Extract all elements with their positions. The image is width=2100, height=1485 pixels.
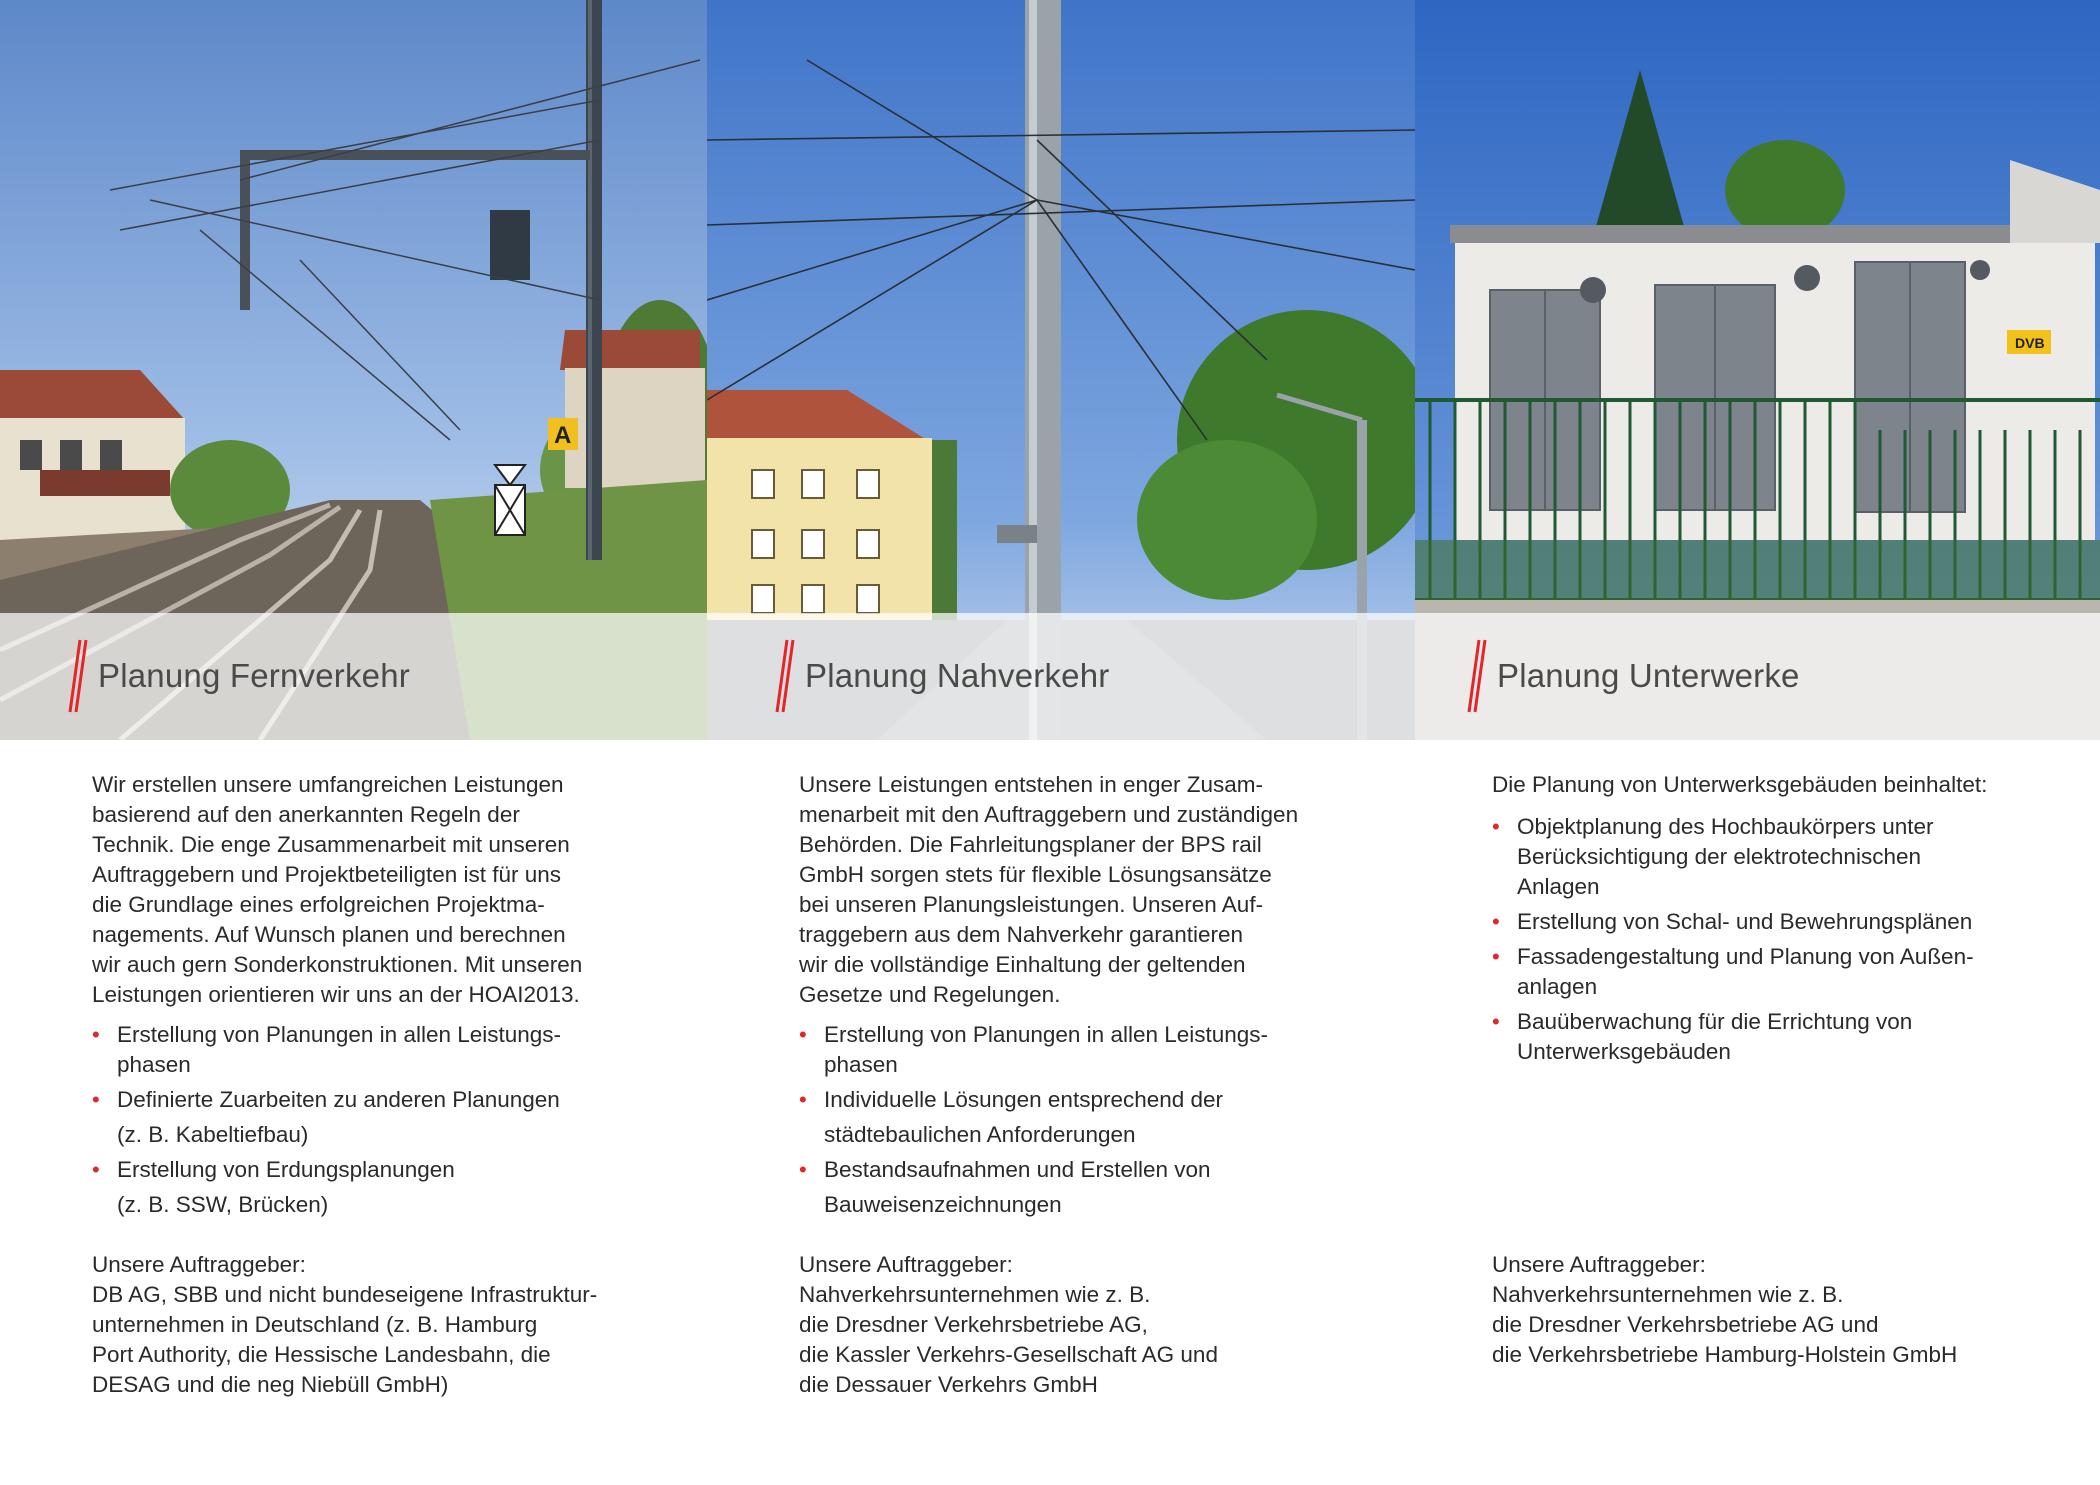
intro-line: nagements. Auf Wunsch planen und berechnen bbox=[92, 922, 566, 947]
section-heading-nahverkehr bbox=[773, 636, 1109, 716]
bullet-line: phasen bbox=[117, 1052, 191, 1077]
clients-line: unternehmen in Deutschland (z. B. Hamburg bbox=[92, 1312, 538, 1337]
bullet-list bbox=[799, 1020, 1339, 1220]
section-title: Planung Nahverkehr bbox=[805, 657, 1110, 694]
bullet-line: Bestandsaufnahmen und Erstellen von bbox=[824, 1157, 1211, 1182]
intro-line: traggebern aus dem Nahverkehr garantieren bbox=[799, 922, 1244, 947]
bullet-icon: • bbox=[92, 1087, 100, 1112]
bullet-icon: • bbox=[1492, 1009, 1500, 1034]
bullet-icon: • bbox=[1492, 944, 1500, 969]
bullet-line: städtebaulichen Anforderungen bbox=[824, 1122, 1136, 1147]
intro-line: Die Planung von Unterwerksgebäuden beinhaltet: bbox=[1492, 772, 1988, 797]
bullet-line: Anlagen bbox=[1517, 874, 1600, 899]
list-item bbox=[799, 1155, 1339, 1220]
bullet-list bbox=[92, 1020, 612, 1220]
section-heading-unterwerke bbox=[1465, 636, 1800, 716]
list-item bbox=[799, 1085, 1339, 1150]
bullet-line: Erstellung von Schal- und Bewehrungsplänen bbox=[1517, 909, 1973, 934]
clients-line: DB AG, SBB und nicht bundeseigene Infrastruktur- bbox=[92, 1282, 598, 1307]
intro-line: Wir erstellen unsere umfangreichen Leistungen bbox=[92, 772, 564, 797]
intro-paragraph bbox=[1492, 770, 2032, 800]
intro-line: bei unseren Planungsleistungen. Unseren Auf- bbox=[799, 892, 1264, 917]
intro-line: Auftraggebern und Projektbeteiligten ist für uns bbox=[92, 862, 562, 887]
list-item bbox=[92, 1020, 612, 1080]
bullet-line: Unterwerksgebäuden bbox=[1517, 1039, 1731, 1064]
list-item bbox=[1492, 812, 2032, 902]
bullet-line: anlagen bbox=[1517, 974, 1598, 999]
intro-line: basierend auf den anerkannten Regeln der bbox=[92, 802, 520, 827]
intro-line: Behörden. Die Fahrleitungsplaner der BPS rail bbox=[799, 832, 1262, 857]
bullet-icon: • bbox=[1492, 909, 1500, 934]
intro-paragraph bbox=[92, 770, 612, 1010]
clients-label: Unsere Auftraggeber: bbox=[799, 1252, 1013, 1277]
bullet-line: Bauweisenzeichnungen bbox=[824, 1192, 1062, 1217]
section-title: Planung Unterwerke bbox=[1497, 657, 1800, 694]
intro-line: Gesetze und Regelungen. bbox=[799, 982, 1061, 1007]
list-item bbox=[799, 1020, 1339, 1080]
bullet-line: Individuelle Lösungen entsprechend der bbox=[824, 1087, 1224, 1112]
bullet-list bbox=[1492, 812, 2032, 1067]
clients-line: die Kassler Verkehrs-Gesellschaft AG und bbox=[799, 1342, 1218, 1367]
dvb-sign-text: DVB bbox=[2015, 335, 2045, 351]
list-item bbox=[92, 1085, 612, 1150]
intro-line: GmbH sorgen stets für flexible Lösungsansätze bbox=[799, 862, 1272, 887]
clients-label: Unsere Auftraggeber: bbox=[1492, 1252, 1706, 1277]
bullet-line: Berücksichtigung der elektrotechnischen bbox=[1517, 844, 1921, 869]
bullet-line: Erstellung von Planungen in allen Leistungs- bbox=[824, 1022, 1269, 1047]
clients-unterwerke bbox=[1492, 1250, 2072, 1370]
list-item bbox=[92, 1155, 612, 1220]
red-slash-icon bbox=[773, 636, 795, 716]
bullet-line: (z. B. SSW, Brücken) bbox=[117, 1192, 329, 1217]
clients-line: DESAG und die neg Niebüll GmbH) bbox=[92, 1372, 449, 1397]
bullet-icon: • bbox=[92, 1157, 100, 1182]
bullet-icon: • bbox=[799, 1022, 807, 1047]
bullet-line: Bauüberwachung für die Errichtung von bbox=[1517, 1009, 1913, 1034]
bullet-line: (z. B. Kabeltiefbau) bbox=[117, 1122, 309, 1147]
intro-line: Leistungen orientieren wir uns an der HOAI2013. bbox=[92, 982, 580, 1007]
section-heading-fernverkehr bbox=[66, 636, 410, 716]
intro-line: die Grundlage eines erfolgreichen Projektma- bbox=[92, 892, 545, 917]
bullet-icon: • bbox=[92, 1022, 100, 1047]
intro-line: wir die vollständige Einhaltung der geltenden bbox=[799, 952, 1246, 977]
column-fernverkehr bbox=[92, 770, 612, 1225]
red-slash-icon bbox=[66, 636, 88, 716]
intro-line: menarbeit mit den Auftraggebern und zuständigen bbox=[799, 802, 1299, 827]
clients-line: die Dresdner Verkehrsbetriebe AG und bbox=[1492, 1312, 1879, 1337]
red-slash-icon bbox=[1465, 636, 1487, 716]
clients-line: Port Authority, die Hessische Landesbahn, die bbox=[92, 1342, 551, 1367]
clients-label: Unsere Auftraggeber: bbox=[92, 1252, 306, 1277]
bullet-icon: • bbox=[799, 1087, 807, 1112]
bullet-icon: • bbox=[799, 1157, 807, 1182]
intro-line: wir auch gern Sonderkonstruktionen. Mit unseren bbox=[92, 952, 583, 977]
intro-line: Unsere Leistungen entstehen in enger Zusam- bbox=[799, 772, 1264, 797]
bullet-line: phasen bbox=[824, 1052, 898, 1077]
clients-nahverkehr bbox=[799, 1250, 1359, 1400]
clients-line: die Verkehrsbetriebe Hamburg-Holstein GmbH bbox=[1492, 1342, 1958, 1367]
clients-fernverkehr bbox=[92, 1250, 652, 1400]
list-item bbox=[1492, 942, 2032, 1002]
column-unterwerke bbox=[1492, 770, 2032, 1072]
clients-line: Nahverkehrsunternehmen wie z. B. bbox=[1492, 1282, 1844, 1307]
bullet-line: Definierte Zuarbeiten zu anderen Planungen bbox=[117, 1087, 560, 1112]
column-nahverkehr bbox=[799, 770, 1339, 1225]
intro-paragraph bbox=[799, 770, 1339, 1010]
svg-text:A: A bbox=[554, 422, 572, 449]
bullet-line: Objektplanung des Hochbaukörpers unter bbox=[1517, 814, 1934, 839]
bullet-line: Fassadengestaltung und Planung von Außen- bbox=[1517, 944, 1974, 969]
bullet-icon: • bbox=[1492, 814, 1500, 839]
list-item bbox=[1492, 907, 2032, 937]
clients-line: Nahverkehrsunternehmen wie z. B. bbox=[799, 1282, 1151, 1307]
clients-line: die Dresdner Verkehrsbetriebe AG, bbox=[799, 1312, 1148, 1337]
list-item bbox=[1492, 1007, 2032, 1067]
section-title: Planung Fernverkehr bbox=[98, 657, 410, 694]
clients-line: die Dessauer Verkehrs GmbH bbox=[799, 1372, 1098, 1397]
bullet-line: Erstellung von Planungen in allen Leistungs- bbox=[117, 1022, 562, 1047]
bullet-line: Erstellung von Erdungsplanungen bbox=[117, 1157, 455, 1182]
intro-line: Technik. Die enge Zusammenarbeit mit unseren bbox=[92, 832, 570, 857]
